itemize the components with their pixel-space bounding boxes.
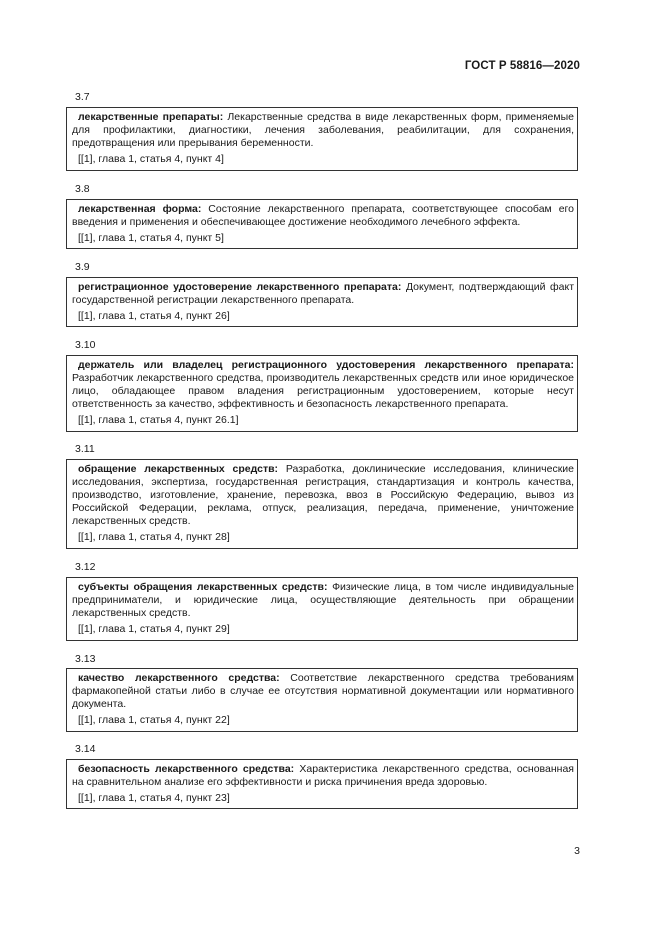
page-number: 3 <box>574 845 580 857</box>
entry-number: 3.7 <box>75 91 90 103</box>
entry-number: 3.11 <box>75 443 95 455</box>
term: субъекты обращения лекарственных средств: <box>78 581 328 593</box>
definition-text <box>72 281 574 307</box>
entry-number: 3.8 <box>75 183 90 195</box>
definition-text <box>72 581 574 620</box>
term: качество лекарственного средства: <box>78 672 280 684</box>
definition: Документ, подтверждающий факт государственной регистрации лекарственного препарата. <box>72 281 574 306</box>
entry-number: 3.10 <box>75 339 96 351</box>
source-reference: [[1], глава 1, статья 4, пункт 28] <box>78 531 230 543</box>
term: безопасность лекарственного средства: <box>78 763 295 775</box>
term: регистрационное удостоверение лекарственного препарата: <box>78 281 402 293</box>
definition: Характеристика лекарственного средства, основанная на сравнительном анализе его эффективности и риска причинения вреда здоровью. <box>72 763 574 788</box>
definition-box <box>66 668 578 732</box>
entry-number: 3.13 <box>75 653 96 665</box>
source-reference: [[1], глава 1, статья 4, пункт 23] <box>78 792 230 804</box>
definition-text <box>72 203 574 229</box>
definition-text <box>72 463 574 528</box>
definition: Разработчик лекарственного средства, производитель лекарственных средств или иное юридическое лицо, обладающее правом владения регистрационным удостоверением, которые несут ответственность за качество, эффективность и безопасность лекарственного препарата. <box>72 372 574 410</box>
definition: Разработка, доклинические исследования, клинические исследования, экспертиза, государственная регистрация, стандартизация и контроль качества, производство, изготовление, хранение, перевозка, ввоз в Российскую Федерацию, вывоз из Российской Федерации, реклама, отпуск, реализация, передача, применение, уничтожение лекарственных средств. <box>72 463 575 527</box>
definition-text <box>72 359 574 411</box>
definition-text <box>72 672 574 711</box>
term: лекарственная форма: <box>78 203 202 215</box>
definition: Соответствие лекарственного средства требованиям фармакопейной статьи либо в случае ее отсутствия нормативной документации или нормативного документа. <box>72 672 574 710</box>
definition-box <box>66 199 578 249</box>
source-reference: [[1], глава 1, статья 4, пункт 4] <box>78 153 224 165</box>
definition: Лекарственные средства в виде лекарственных форм, применяемые для профилактики, диагностики, лечения заболевания, реабилитации, для сохранения, предотвращения или прерывания беременности. <box>72 111 574 149</box>
source-reference: [[1], глава 1, статья 4, пункт 22] <box>78 714 230 726</box>
definition-box <box>66 759 578 809</box>
definition-box <box>66 277 578 327</box>
definition-box <box>66 459 578 549</box>
term: обращение лекарственных средств: <box>78 463 279 475</box>
source-reference: [[1], глава 1, статья 4, пункт 26.1] <box>78 414 239 426</box>
definition-text <box>72 111 574 150</box>
source-reference: [[1], глава 1, статья 4, пункт 29] <box>78 623 230 635</box>
definition-box <box>66 355 578 432</box>
entry-number: 3.9 <box>75 261 90 273</box>
term: лекарственные препараты: <box>78 111 224 123</box>
document-header: ГОСТ Р 58816—2020 <box>464 60 580 72</box>
definition: Физические лица, в том числе индивидуальные предприниматели, и юридические лица, осуществляющие деятельность при обращении лекарственных средств. <box>72 581 574 619</box>
definition: Состояние лекарственного препарата, соответствующее способам его введения и применения и обеспечивающее достижение необходимого лечебного эффекта. <box>72 203 574 228</box>
definition-box <box>66 577 578 641</box>
definition-text <box>72 763 574 789</box>
definition-box <box>66 107 578 171</box>
entry-number: 3.12 <box>75 561 96 573</box>
source-reference: [[1], глава 1, статья 4, пункт 5] <box>78 232 224 244</box>
term: держатель или владелец регистрационного удостоверения лекарственного препарата: <box>78 359 574 371</box>
source-reference: [[1], глава 1, статья 4, пункт 26] <box>78 310 230 322</box>
entry-number: 3.14 <box>75 743 96 755</box>
